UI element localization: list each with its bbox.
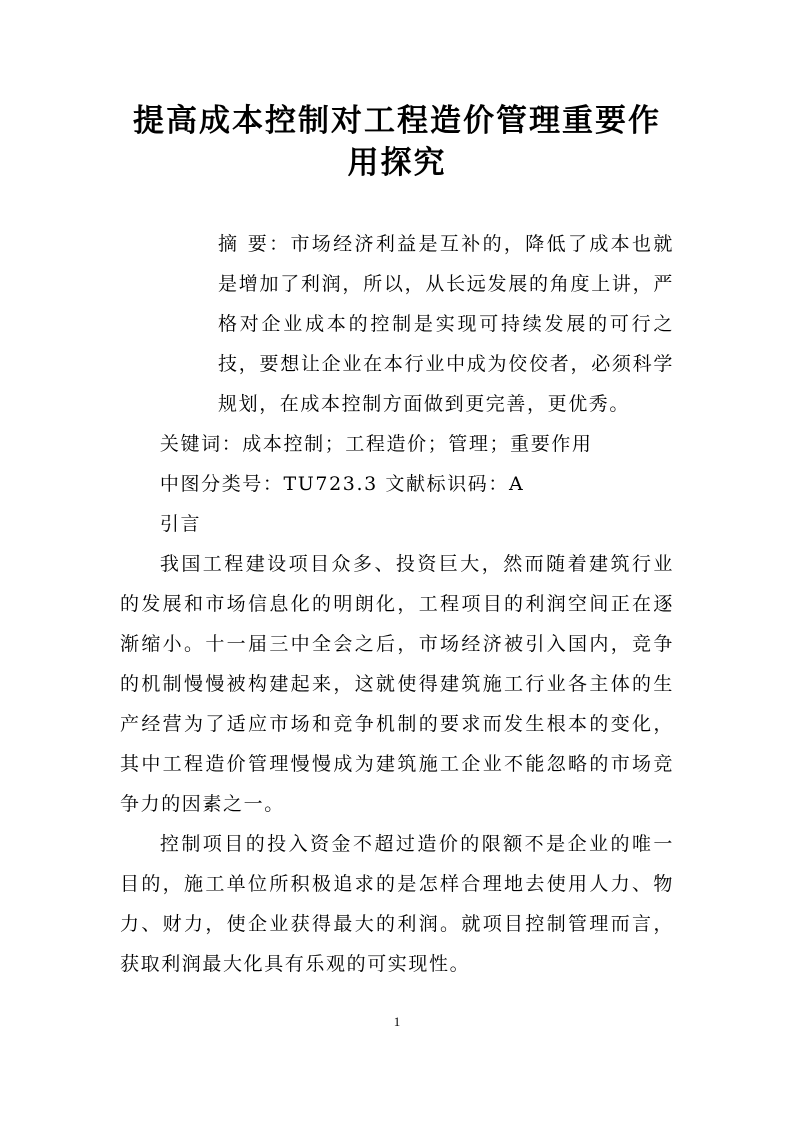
classification-line: 中图分类号：TU723.3 文献标识码：A [159,473,525,495]
document-title: 提高成本控制对工程造价管理重要作用探究 [133,103,661,181]
body-paragraph-2: 控制项目的投入资金不超过造价的限额不是企业的唯一目的，施工单位所积极追求的是怎样合理地去使用人力、物力、财力，使企业获得最大的利润。就项目控制管理而言，获取利润最大化具有乐观的可实现性。 [120,833,674,975]
body-paragraph-1: 我国工程建设项目众多、投资巨大，然而随着建筑行业的发展和市场信息化的明朗化，工程项目的利润空间正在逐渐缩小。十一届三中全会之后，市场经济被引入国内，竞争的机制慢慢被构建起来，这就使得建筑施工行业各主体的生产经营为了适应市场和竞争机制的要求而发生根本的变化，其中工程造价管理慢慢成为建筑施工企业不能忽略的市场竞争力的因素之一。 [120,553,674,815]
abstract-text: 市场经济利益是互补的，降低了成本也就是增加了利润，所以，从长远发展的角度上讲，严格对企业成本的控制是实现可持续发展的可行之技，要想让企业在本行业中成为佼佼者，必须科学规划，在成本控制方面做到更完善，更优秀。 [218,233,674,415]
document-body [120,224,674,984]
section-heading: 引言 [159,513,202,535]
keywords-line: 关键词：成本控制；工程造价；管理；重要作用 [159,433,593,455]
abstract-label: 摘 要： [218,233,291,255]
page-number: 1 [393,1014,401,1029]
abstract-paragraph [120,224,674,424]
